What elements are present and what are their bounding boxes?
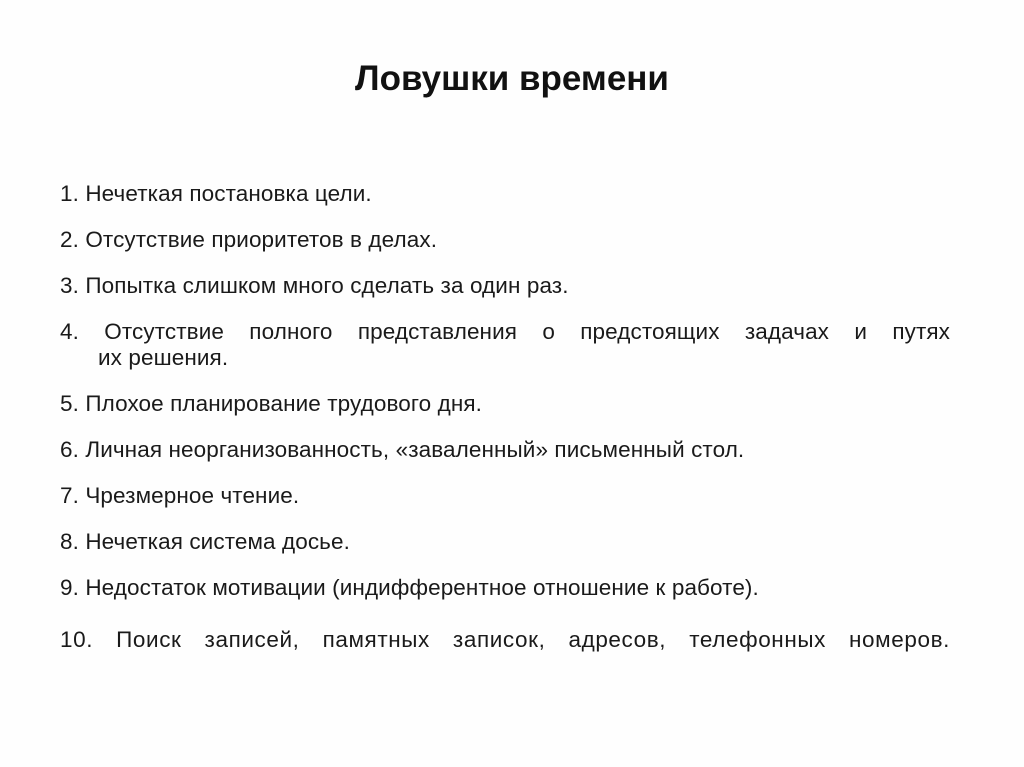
item-number: 2.: [60, 227, 79, 252]
item-text: Нечеткая постановка цели.: [85, 181, 372, 206]
item-number: 8.: [60, 529, 79, 554]
list-item: [60, 227, 950, 253]
item-text: Отсутствие полного представления о предстоящих задачах и путях: [104, 319, 950, 344]
item-number: 1.: [60, 181, 79, 206]
item-number: 9.: [60, 575, 79, 600]
item-text: Плохое планирование трудового дня.: [85, 391, 483, 416]
list-item: [60, 529, 950, 555]
list-item: [60, 627, 950, 653]
item-text-continuation: их решения.: [98, 345, 229, 370]
item-text: Недостаток мотивации (индифферентное отношение к работе).: [85, 575, 759, 600]
item-number: 5.: [60, 391, 79, 416]
item-text: Отсутствие приоритетов в делах.: [85, 227, 438, 252]
list-item: [60, 391, 950, 417]
item-text: Поиск записей, памятных записок, адресов, телефонных номеров.: [116, 627, 950, 652]
item-number: 6.: [60, 437, 79, 462]
list-item: [60, 575, 950, 601]
item-text: Личная неорганизованность, «заваленный» письменный стол.: [85, 437, 745, 462]
item-text: Попытка слишком много сделать за один раз.: [85, 273, 569, 298]
list-item: [60, 437, 950, 463]
list-item: [60, 483, 950, 509]
list-item: [60, 273, 950, 299]
item-number: 3.: [60, 273, 79, 298]
item-number: 10.: [60, 627, 94, 652]
item-number: 7.: [60, 483, 79, 508]
slide-title: Ловушки времени: [355, 59, 669, 98]
list-item: [60, 319, 950, 371]
item-number: 4.: [60, 319, 79, 344]
item-text: Нечеткая система досье.: [85, 529, 350, 554]
list-item: [60, 181, 950, 207]
item-text: Чрезмерное чтение.: [85, 483, 300, 508]
